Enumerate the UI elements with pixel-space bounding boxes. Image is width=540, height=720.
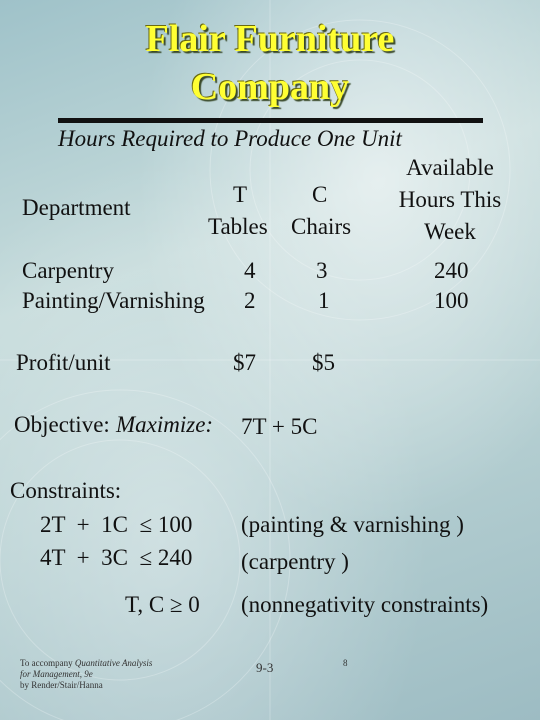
chairs-header: Chairs <box>291 214 352 239</box>
profit-chairs: $5 <box>312 350 335 375</box>
available-hours-header-line3: Week <box>424 219 476 244</box>
row-painting-chairs: 1 <box>318 288 330 313</box>
footer-page-label: 9-3 <box>256 660 274 675</box>
constraints-label: Constraints: <box>10 478 122 503</box>
table-subtitle: Hours Required to Produce One Unit <box>58 126 402 151</box>
profit-tables: $7 <box>233 350 256 375</box>
objective-maximize: Maximize: <box>116 412 214 437</box>
title-line-1: Flair Furniture <box>145 18 395 60</box>
constraint-2-note: (carpentry ) <box>241 549 349 574</box>
profit-label: Profit/unit <box>16 350 111 375</box>
row-carpentry-tables: 4 <box>244 258 256 283</box>
footer-citation-edition: for Management, 9e <box>20 669 93 679</box>
department-header: Department <box>22 195 131 220</box>
row-carpentry-available: 240 <box>434 258 469 283</box>
constraint-3-expression: T, C ≥ 0 <box>125 592 200 617</box>
row-carpentry-chairs: 3 <box>316 258 328 283</box>
tables-header: Tables <box>208 214 268 239</box>
title-line-2: Company <box>190 66 350 108</box>
row-painting-name: Painting/Varnishing <box>22 288 205 313</box>
row-painting-tables: 2 <box>244 288 256 313</box>
constraint-2-expression: 4T + 3C ≤ 240 <box>40 545 193 570</box>
footer-citation-line1 <box>20 658 220 669</box>
objective-label: Objective: <box>14 412 110 437</box>
constraint-3-note: (nonnegativity constraints) <box>241 592 489 617</box>
constraint-1-expression: 2T + 1C ≤ 100 <box>40 512 193 537</box>
row-painting-available: 100 <box>434 288 469 313</box>
tables-letter: T <box>233 182 248 207</box>
footer-slide-number: 8 <box>343 658 348 668</box>
footer-citation-line2 <box>20 669 220 680</box>
objective-expression: 7T + 5C <box>241 414 318 439</box>
available-hours-header <box>380 152 520 248</box>
footer-citation-prefix: To accompany <box>20 658 75 668</box>
available-hours-header-line1: Available <box>406 155 494 180</box>
footer-citation-book-title: Quantitative Analysis <box>74 658 153 668</box>
footer-citation-line3: by Render/Stair/Hanna <box>20 680 103 690</box>
title-divider <box>58 118 483 123</box>
footer-citation <box>20 658 220 691</box>
constraint-1-note: (painting & varnishing ) <box>241 512 464 537</box>
row-carpentry-name: Carpentry <box>22 258 114 283</box>
chairs-letter: C <box>312 182 328 207</box>
available-hours-header-line2: Hours This <box>398 187 502 212</box>
